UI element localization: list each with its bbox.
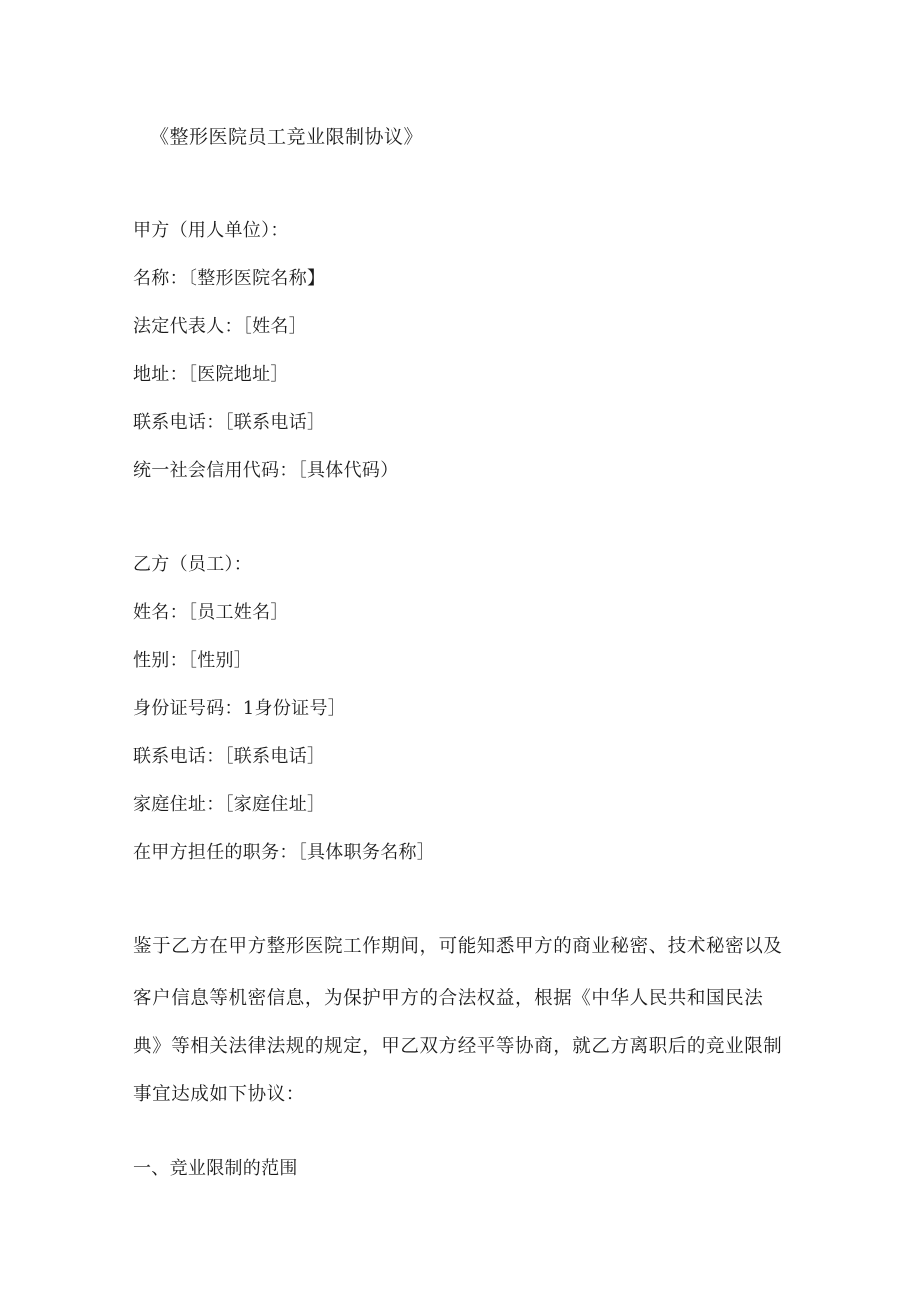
document-title: 《整形医院员工竞业限制协议》 — [150, 126, 424, 148]
party-a-phone: 联系电话：［联系电话］ — [133, 412, 326, 433]
party-b-heading: 乙方（员工）： — [133, 554, 253, 575]
party-b-name: 姓名：［员工姓名］ — [133, 602, 289, 623]
party-a-credit-code: 统一社会信用代码：［具体代码） — [133, 460, 399, 481]
party-a-legal-rep: 法定代表人：［姓名］ — [133, 316, 307, 337]
section-heading: 一、竞业限制的范围 — [133, 1158, 298, 1179]
party-a-name: 名称：〔整形医院名称】 — [133, 268, 326, 289]
party-a-heading: 甲方（用人单位）： — [133, 220, 289, 241]
preamble-line: 鉴于乙方在甲方整形医院工作期间，可能知悉甲方的商业秘密、技术秘密以及 — [133, 936, 783, 957]
party-b-id-number: 身份证号码：1身份证号］ — [133, 698, 347, 719]
preamble-line: 事宜达成如下协议： — [133, 1084, 305, 1105]
party-b-phone: 联系电话：［联系电话］ — [133, 746, 326, 767]
party-a-address: 地址：［医院地址］ — [133, 364, 289, 385]
party-b-gender: 性别：［性别］ — [133, 650, 253, 671]
preamble-line: 客户信息等机密信息，为保护甲方的合法权益，根据《中华人民共和国民法 — [133, 988, 764, 1009]
preamble-line: 典》等相关法律法规的规定，甲乙双方经平等协商，就乙方离职后的竞业限制 — [133, 1036, 783, 1057]
party-b-address: 家庭住址：［家庭住址］ — [133, 794, 326, 815]
party-b-position: 在甲方担任的职务：［具体职务名称］ — [133, 842, 436, 863]
